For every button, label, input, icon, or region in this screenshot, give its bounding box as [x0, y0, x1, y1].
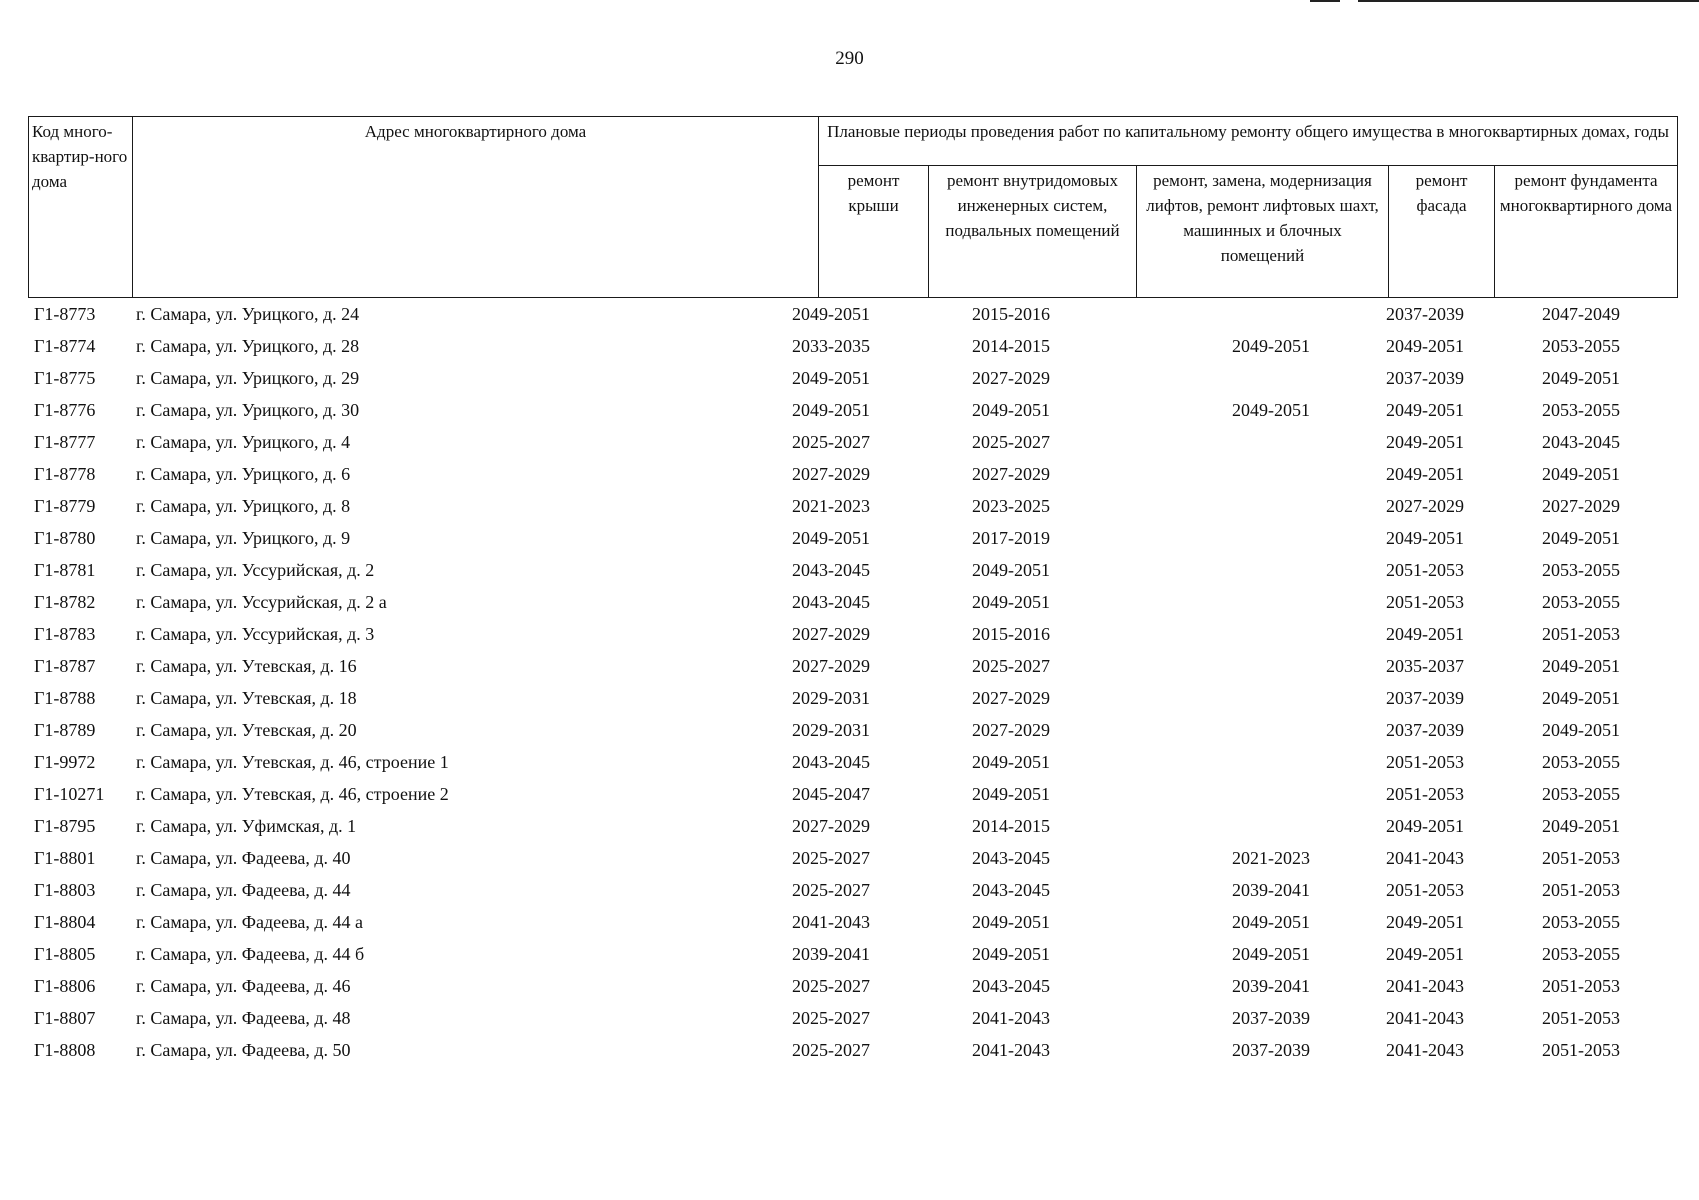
cell-code: Г1-8804: [34, 912, 96, 932]
cell-code: Г1-8779: [34, 496, 96, 516]
cell-code: Г1-8805: [34, 944, 96, 964]
cell-facade: 2049-2051: [1386, 944, 1464, 964]
cell-engineering: 2027-2029: [972, 720, 1050, 740]
table-row: [28, 330, 1677, 362]
cell-foundation: 2049-2051: [1542, 720, 1620, 740]
table-row: [28, 426, 1677, 458]
cell-engineering: 2049-2051: [972, 944, 1050, 964]
cell-foundation: 2049-2051: [1542, 368, 1620, 388]
table-row: [28, 970, 1677, 1002]
table-header: [28, 116, 1678, 298]
cell-address: г. Самара, ул. Урицкого, д. 28: [136, 336, 360, 356]
cell-address: г. Самара, ул. Утевская, д. 46, строение 2: [136, 784, 449, 804]
cell-engineering: 2014-2015: [972, 336, 1050, 356]
cell-roof: 2041-2043: [792, 912, 870, 932]
table-row: [28, 1002, 1677, 1034]
cell-address: г. Самара, ул. Фадеева, д. 48: [136, 1008, 351, 1028]
cell-roof: 2045-2047: [792, 784, 870, 804]
cell-facade: 2049-2051: [1386, 912, 1464, 932]
cell-lifts: 2049-2051: [1232, 944, 1310, 964]
cell-address: г. Самара, ул. Утевская, д. 20: [136, 720, 357, 740]
cell-code: Г1-8807: [34, 1008, 96, 1028]
cell-foundation: 2053-2055: [1542, 784, 1620, 804]
cell-code: Г1-8775: [34, 368, 96, 388]
cell-foundation: 2053-2055: [1542, 912, 1620, 932]
cell-foundation: 2051-2053: [1542, 1040, 1620, 1060]
cell-code: Г1-8787: [34, 656, 96, 676]
cell-code: Г1-8788: [34, 688, 96, 708]
cell-engineering: 2027-2029: [972, 688, 1050, 708]
cell-foundation: 2051-2053: [1542, 848, 1620, 868]
cell-code: Г1-8773: [34, 304, 96, 324]
cell-roof: 2025-2027: [792, 848, 870, 868]
cell-roof: 2025-2027: [792, 1008, 870, 1028]
cell-foundation: 2053-2055: [1542, 752, 1620, 772]
cell-engineering: 2015-2016: [972, 624, 1050, 644]
cell-lifts: 2039-2041: [1232, 976, 1310, 996]
header-engineering: ремонт внутридомовых инженерных систем, подвальных помещений: [929, 166, 1137, 298]
cell-address: г. Самара, ул. Урицкого, д. 24: [136, 304, 360, 324]
cell-foundation: 2049-2051: [1542, 816, 1620, 836]
cell-roof: 2027-2029: [792, 624, 870, 644]
cell-engineering: 2049-2051: [972, 784, 1050, 804]
cell-code: Г1-8795: [34, 816, 96, 836]
table-row: [28, 778, 1677, 810]
table-row: [28, 714, 1677, 746]
cell-address: г. Самара, ул. Урицкого, д. 4: [136, 432, 351, 452]
header-foundation: ремонт фундамента многоквартирного дома: [1495, 166, 1678, 298]
header-roof: ремонт крыши: [819, 166, 929, 298]
cell-code: Г1-10271: [34, 784, 105, 804]
cell-facade: 2051-2053: [1386, 592, 1464, 612]
table-row: [28, 618, 1677, 650]
cell-engineering: 2025-2027: [972, 656, 1050, 676]
cell-roof: 2049-2051: [792, 368, 870, 388]
table-body: [28, 298, 1677, 1066]
cell-address: г. Самара, ул. Урицкого, д. 9: [136, 528, 351, 548]
cell-lifts: 2049-2051: [1232, 336, 1310, 356]
table-row: [28, 1034, 1677, 1066]
cell-address: г. Самара, ул. Фадеева, д. 44 б: [136, 944, 365, 964]
cell-facade: 2037-2039: [1386, 720, 1464, 740]
cell-facade: 2049-2051: [1386, 464, 1464, 484]
cell-foundation: 2049-2051: [1542, 688, 1620, 708]
cell-engineering: 2043-2045: [972, 848, 1050, 868]
cell-facade: 2051-2053: [1386, 560, 1464, 580]
cell-facade: 2049-2051: [1386, 432, 1464, 452]
cell-address: г. Самара, ул. Утевская, д. 16: [136, 656, 357, 676]
table-row: [28, 938, 1677, 970]
table-row: [28, 298, 1677, 330]
cell-foundation: 2051-2053: [1542, 624, 1620, 644]
table-row: [28, 746, 1677, 778]
cell-foundation: 2053-2055: [1542, 336, 1620, 356]
cell-lifts: 2049-2051: [1232, 400, 1310, 420]
cell-code: Г1-8782: [34, 592, 96, 612]
cell-address: г. Самара, ул. Фадеева, д. 50: [136, 1040, 351, 1060]
cell-lifts: 2039-2041: [1232, 880, 1310, 900]
table-row: [28, 842, 1677, 874]
cell-address: г. Самара, ул. Фадеева, д. 44 а: [136, 912, 364, 932]
table-row: [28, 362, 1677, 394]
cell-code: Г1-8778: [34, 464, 96, 484]
table-row: [28, 810, 1677, 842]
cell-foundation: 2049-2051: [1542, 528, 1620, 548]
cell-roof: 2043-2045: [792, 560, 870, 580]
cell-facade: 2049-2051: [1386, 336, 1464, 356]
cell-roof: 2021-2023: [792, 496, 870, 516]
cell-address: г. Самара, ул. Фадеева, д. 46: [136, 976, 351, 996]
cell-foundation: 2027-2029: [1542, 496, 1620, 516]
cell-facade: 2027-2029: [1386, 496, 1464, 516]
cell-facade: 2041-2043: [1386, 1008, 1464, 1028]
cell-address: г. Самара, ул. Фадеева, д. 40: [136, 848, 351, 868]
cell-engineering: 2043-2045: [972, 976, 1050, 996]
table-row: [28, 394, 1677, 426]
cell-foundation: 2051-2053: [1542, 880, 1620, 900]
table-row: [28, 490, 1677, 522]
cell-engineering: 2049-2051: [972, 560, 1050, 580]
table-row: [28, 682, 1677, 714]
cell-code: Г1-8803: [34, 880, 96, 900]
cell-facade: 2041-2043: [1386, 848, 1464, 868]
cell-facade: 2037-2039: [1386, 688, 1464, 708]
cell-foundation: 2053-2055: [1542, 592, 1620, 612]
cell-code: Г1-9972: [34, 752, 96, 772]
cell-engineering: 2041-2043: [972, 1008, 1050, 1028]
cell-address: г. Самара, ул. Фадеева, д. 44: [136, 880, 351, 900]
cell-facade: 2037-2039: [1386, 368, 1464, 388]
table-row: [28, 906, 1677, 938]
cell-code: Г1-8808: [34, 1040, 96, 1060]
table-row: [28, 458, 1677, 490]
cell-facade: 2041-2043: [1386, 1040, 1464, 1060]
cell-code: Г1-8776: [34, 400, 96, 420]
cell-engineering: 2014-2015: [972, 816, 1050, 836]
table-row: [28, 874, 1677, 906]
cell-foundation: 2053-2055: [1542, 400, 1620, 420]
cell-facade: 2049-2051: [1386, 528, 1464, 548]
cell-address: г. Самара, ул. Уссурийская, д. 2: [136, 560, 375, 580]
cell-code: Г1-8780: [34, 528, 96, 548]
cell-roof: 2029-2031: [792, 720, 870, 740]
cell-engineering: 2023-2025: [972, 496, 1050, 516]
cell-foundation: 2047-2049: [1542, 304, 1620, 324]
cell-roof: 2025-2027: [792, 432, 870, 452]
cell-address: г. Самара, ул. Урицкого, д. 8: [136, 496, 351, 516]
cell-roof: 2039-2041: [792, 944, 870, 964]
cell-roof: 2027-2029: [792, 816, 870, 836]
cell-code: Г1-8783: [34, 624, 96, 644]
cell-engineering: 2027-2029: [972, 464, 1050, 484]
cell-foundation: 2053-2055: [1542, 944, 1620, 964]
cell-address: г. Самара, ул. Утевская, д. 18: [136, 688, 357, 708]
cell-code: Г1-8789: [34, 720, 96, 740]
cell-roof: 2025-2027: [792, 976, 870, 996]
cell-roof: 2043-2045: [792, 752, 870, 772]
cell-address: г. Самара, ул. Утевская, д. 46, строение 1: [136, 752, 449, 772]
header-lifts: ремонт, замена, модернизация лифтов, ремонт лифтовых шахт, машинных и блочных помещений: [1137, 166, 1389, 298]
cell-roof: 2025-2027: [792, 880, 870, 900]
table-row: [28, 586, 1677, 618]
cell-address: г. Самара, ул. Урицкого, д. 6: [136, 464, 351, 484]
page-number: 290: [835, 48, 864, 69]
cell-foundation: 2049-2051: [1542, 656, 1620, 676]
cell-facade: 2037-2039: [1386, 304, 1464, 324]
cell-foundation: 2049-2051: [1542, 464, 1620, 484]
cell-engineering: 2041-2043: [972, 1040, 1050, 1060]
table-row: [28, 522, 1677, 554]
header-periods: Плановые периоды проведения работ по капитальному ремонту общего имущества в многоквартирных домах, годы: [819, 117, 1678, 166]
table-row: [28, 554, 1677, 586]
cell-code: Г1-8774: [34, 336, 96, 356]
header-facade: ремонт фасада: [1389, 166, 1495, 298]
cell-foundation: 2043-2045: [1542, 432, 1620, 452]
cell-engineering: 2025-2027: [972, 432, 1050, 452]
cell-foundation: 2053-2055: [1542, 560, 1620, 580]
cell-code: Г1-8801: [34, 848, 96, 868]
cell-address: г. Самара, ул. Урицкого, д. 29: [136, 368, 360, 388]
cell-code: Г1-8777: [34, 432, 96, 452]
cell-lifts: 2021-2023: [1232, 848, 1310, 868]
cell-roof: 2029-2031: [792, 688, 870, 708]
cell-code: Г1-8806: [34, 976, 96, 996]
cell-facade: 2051-2053: [1386, 784, 1464, 804]
cell-facade: 2041-2043: [1386, 976, 1464, 996]
cell-roof: 2049-2051: [792, 304, 870, 324]
cell-roof: 2049-2051: [792, 400, 870, 420]
table-row: [28, 650, 1677, 682]
cell-foundation: 2051-2053: [1542, 1008, 1620, 1028]
cell-facade: 2035-2037: [1386, 656, 1464, 676]
cell-facade: 2049-2051: [1386, 400, 1464, 420]
cell-engineering: 2043-2045: [972, 880, 1050, 900]
header-address: Адрес многоквартирного дома: [133, 117, 819, 298]
cell-address: г. Самара, ул. Уссурийская, д. 3: [136, 624, 375, 644]
cell-roof: 2033-2035: [792, 336, 870, 356]
cell-roof: 2049-2051: [792, 528, 870, 548]
cell-engineering: 2049-2051: [972, 400, 1050, 420]
top-scan-rule-short: [1310, 0, 1340, 2]
cell-facade: 2049-2051: [1386, 624, 1464, 644]
cell-address: г. Самара, ул. Уфимская, д. 1: [136, 816, 357, 836]
cell-roof: 2027-2029: [792, 464, 870, 484]
cell-engineering: 2049-2051: [972, 752, 1050, 772]
cell-roof: 2043-2045: [792, 592, 870, 612]
header-code: Код много-квартир-ного дома: [29, 117, 133, 298]
cell-lifts: 2037-2039: [1232, 1008, 1310, 1028]
cell-roof: 2027-2029: [792, 656, 870, 676]
cell-facade: 2051-2053: [1386, 880, 1464, 900]
cell-engineering: 2015-2016: [972, 304, 1050, 324]
cell-lifts: 2049-2051: [1232, 912, 1310, 932]
cell-engineering: 2049-2051: [972, 912, 1050, 932]
cell-foundation: 2051-2053: [1542, 976, 1620, 996]
cell-engineering: 2017-2019: [972, 528, 1050, 548]
cell-engineering: 2049-2051: [972, 592, 1050, 612]
cell-address: г. Самара, ул. Уссурийская, д. 2 а: [136, 592, 387, 612]
cell-address: г. Самара, ул. Урицкого, д. 30: [136, 400, 360, 420]
cell-facade: 2049-2051: [1386, 816, 1464, 836]
cell-code: Г1-8781: [34, 560, 96, 580]
cell-facade: 2051-2053: [1386, 752, 1464, 772]
cell-engineering: 2027-2029: [972, 368, 1050, 388]
cell-roof: 2025-2027: [792, 1040, 870, 1060]
cell-lifts: 2037-2039: [1232, 1040, 1310, 1060]
top-scan-rule: [1358, 0, 1699, 2]
